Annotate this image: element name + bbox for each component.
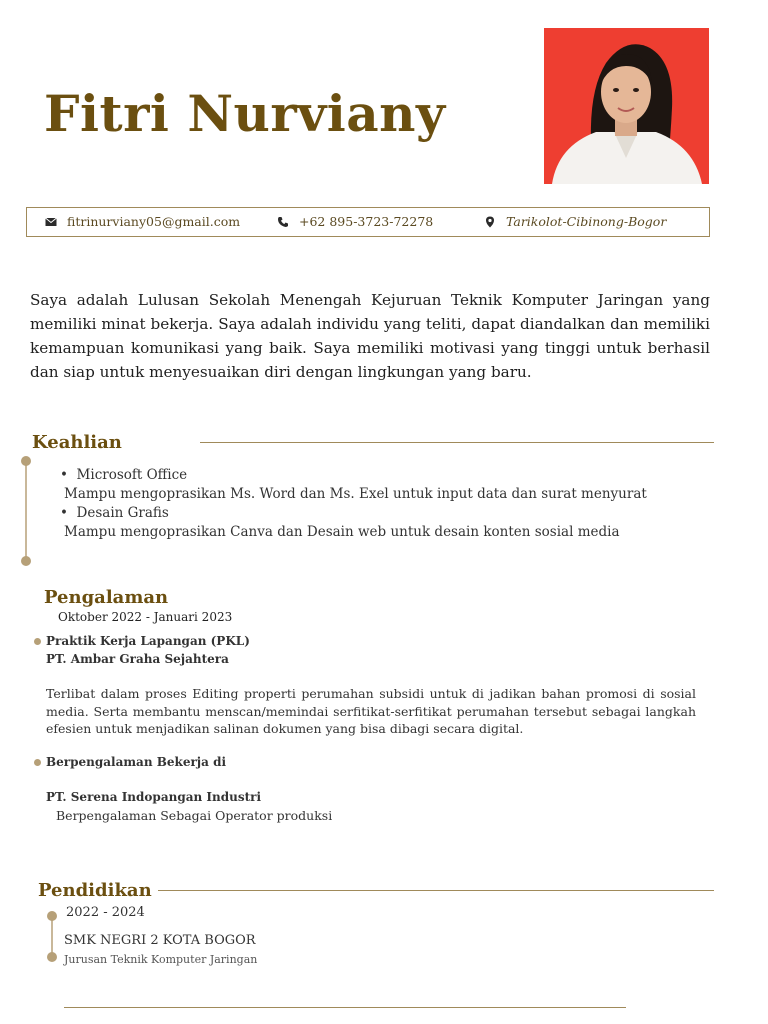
footer-rule (64, 1007, 626, 1008)
job2-description: Berpengalaman Sebagai Operator produksi (56, 808, 333, 823)
contact-phone[interactable] (277, 214, 433, 229)
skills-title: Keahlian (32, 432, 122, 453)
skill-item-1 (60, 467, 187, 483)
contact-email[interactable] (45, 214, 240, 229)
skills-timeline-dot-bottom (21, 556, 31, 566)
experience-dot-1 (34, 638, 41, 645)
skills-timeline (25, 462, 27, 562)
contact-bar (26, 207, 710, 237)
skill-desc-1: Mampu mengoprasikan Ms. Word dan Ms. Exel untuk input data dan surat menyurat (64, 486, 647, 502)
profile-photo (544, 28, 709, 184)
location-pin-icon (484, 216, 496, 228)
skill-name-2: Desain Grafis (76, 505, 169, 521)
bullet-icon: • (60, 467, 77, 483)
skill-name-1: Microsoft Office (76, 467, 188, 483)
skills-timeline-dot-top (21, 456, 31, 466)
contact-location (484, 214, 666, 229)
job1-role: Praktik Kerja Lapangan (PKL) (46, 634, 250, 648)
phone-icon (277, 216, 289, 228)
education-rule (158, 890, 714, 891)
email-text: fitrinurviany05@gmail.com (67, 214, 241, 229)
education-timeline-dot-top (47, 911, 57, 921)
education-period: 2022 - 2024 (66, 905, 145, 920)
skill-item-2 (60, 505, 169, 521)
profile-photo-portrait (544, 28, 709, 184)
education-school: SMK NEGRI 2 KOTA BOGOR (64, 933, 256, 948)
candidate-name: Fitri Nurviany (44, 84, 446, 143)
job2-company: PT. Serena Indopangan Industri (46, 790, 262, 804)
experience-title: Pengalaman (44, 587, 169, 608)
job1-company: PT. Ambar Graha Sejahtera (46, 652, 229, 666)
bullet-icon: • (60, 505, 77, 521)
envelope-icon (45, 216, 57, 228)
education-major: Jurusan Teknik Komputer Jaringan (64, 953, 258, 966)
experience-dot-2 (34, 759, 41, 766)
experience-period: Oktober 2022 - Januari 2023 (58, 610, 233, 624)
job1-description: Terlibat dalam proses Editing properti perumahan subsidi untuk di jadikan bahan promosi di sosial media. Serta membantu menscan/memindai serfitikat-serfitikat perumahan tersebut sebagai langkah efesien untuk menjadikan salinan dokumen yang bisa dibagi secara digital. (46, 686, 696, 736)
profile-summary: Saya adalah Lulusan Sekolah Menengah Kejuruan Teknik Komputer Jaringan yang memiliki minat bekerja. Saya adalah individu yang teliti, dapat diandalkan dan memiliki kemampuan komunikasi yang baik. Saya memiliki motivasi yang tinggi untuk berhasil dan siap untuk menyesuaikan diri dengan lingkungan yang baru. (30, 291, 710, 381)
education-timeline-dot-bottom (47, 952, 57, 962)
location-text: Tarikolot-Cibinong-Bogor (506, 214, 667, 229)
skills-rule (200, 442, 714, 443)
skill-desc-2: Mampu mengoprasikan Canva dan Desain web untuk desain konten sosial media (64, 524, 620, 540)
phone-text: +62 895-3723-72278 (299, 214, 434, 229)
job2-role: Berpengalaman Bekerja di (46, 755, 227, 769)
education-title: Pendidikan (38, 880, 152, 901)
